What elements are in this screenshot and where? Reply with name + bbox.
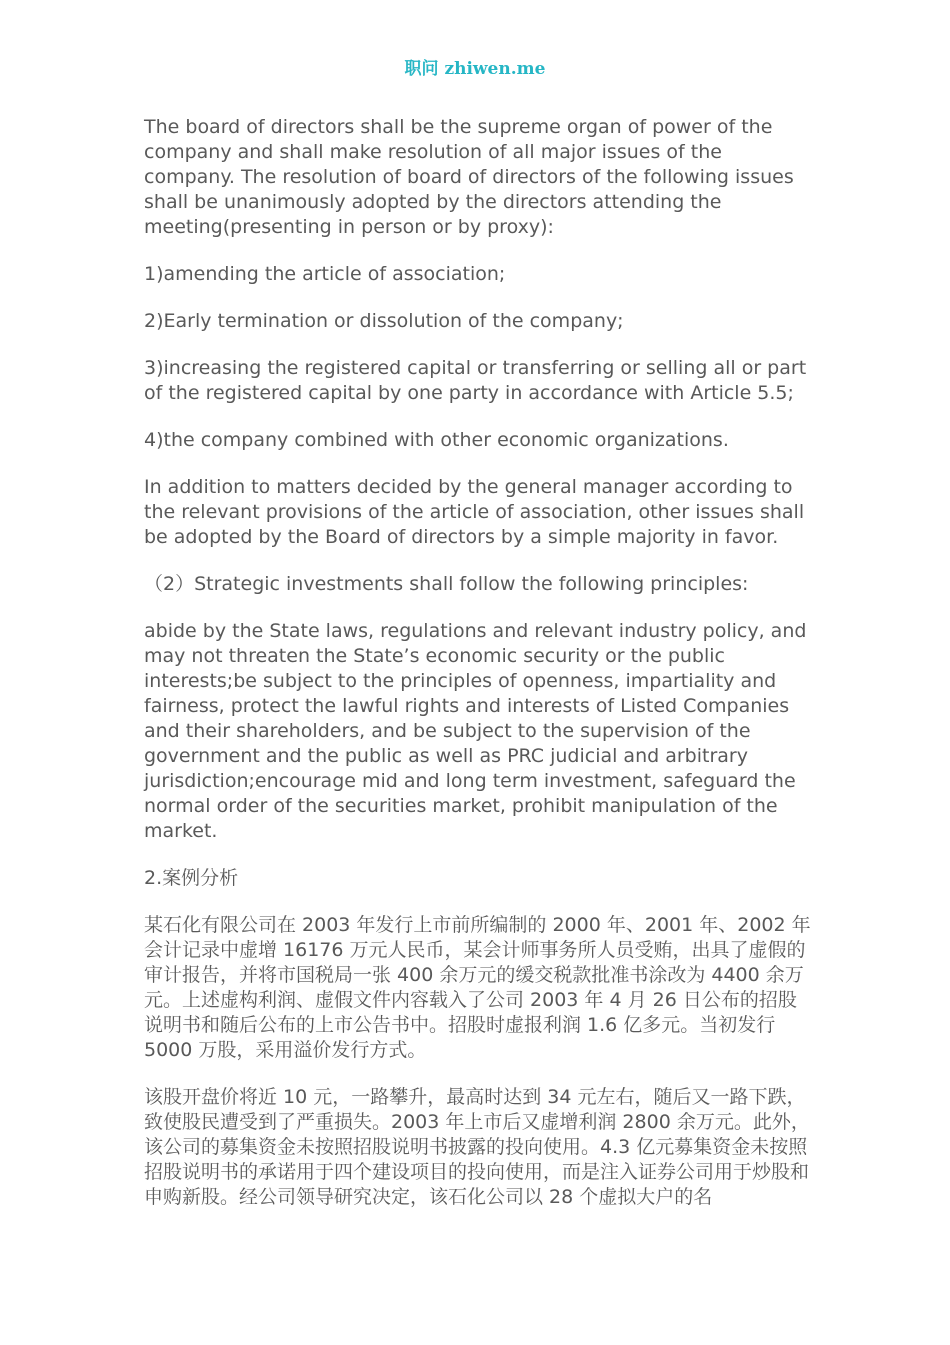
section-heading-strategic-investments: （2）Strategic investments shall follow the following principles:	[144, 573, 749, 595]
list-item-amending-articles: 1)amending the article of association;	[144, 263, 506, 285]
list-item-registered-capital: 3)increasing the registered capital or transferring or selling all or part of the registered capital by one party in accordance with Article 5.5;	[144, 357, 807, 404]
site-header: 职问 zhiwen.me	[404, 59, 546, 79]
list-item-early-termination: 2)Early termination or dissolution of the company;	[144, 310, 624, 332]
paragraph-investment-principles: abide by the State laws, regulations and relevant industry policy, and may not threaten the State’s economic security or the public interests;be subject to the principles of openness, impartiality and fairness, protect the lawful rights and interests of Listed Companies and their shareholders, and be subject to the supervision of the government and the public as well as PRC judicial and arbitrary jurisdiction;encourage mid and long term investment, safeguard the normal order of the securities market, prohibit manipulation of the market.	[144, 620, 807, 842]
paragraph-case-part-2: 该股开盘价将近 10 元，一路攀升，最高时达到 34 元左右，随后又一路下跌，致使股民遭受到了严重损失。2003 年上市后又虚增利润 2800 余万元。此外，该公司的募集资金未按照招股说明书披露的投向使用。4.3 亿元募集资金未按照招股说明书的承诺用于四个建设项目的投向使用，而是注入证券公司用于炒股和申购新股。经公司领导研究决定，该石化公司以 28 个虚拟大户的名	[144, 1086, 810, 1208]
paragraph-case-part-1: 某石化有限公司在 2003 年发行上市前所编制的 2000 年、2001 年、2002 年会计记录中虚增 16176 万元人民币，某会计师事务所人员受贿，出具了虚假的审计报告，并将市国税局一张 400 余万元的缓交税款批准书涂改为 4400 余万元。上述虚构利润、虚假文件内容载入了公司 2003 年 4 月 26 日公布的招股说明书和随后公布的上市公告书中。招股时虚报利润 1.6 亿多元。当初发行 5000 万股，采用溢价发行方式。	[144, 914, 811, 1061]
section-heading-case-analysis: 2.案例分析	[144, 867, 239, 889]
paragraph-board-of-directors: The board of directors shall be the supreme organ of power of the company and shall make resolution of all major issues of the company. The resolution of board of directors of the following issues shall be unanimously adopted by the directors attending the meeting(presenting in person or by proxy):	[144, 116, 794, 238]
document-body	[144, 115, 812, 1232]
list-item-combination: 4)the company combined with other economic organizations.	[144, 429, 729, 451]
paragraph-simple-majority: In addition to matters decided by the general manager according to the relevant provisions of the article of association, other issues shall be adopted by the Board of directors by a simple majority in favor.	[144, 476, 805, 548]
